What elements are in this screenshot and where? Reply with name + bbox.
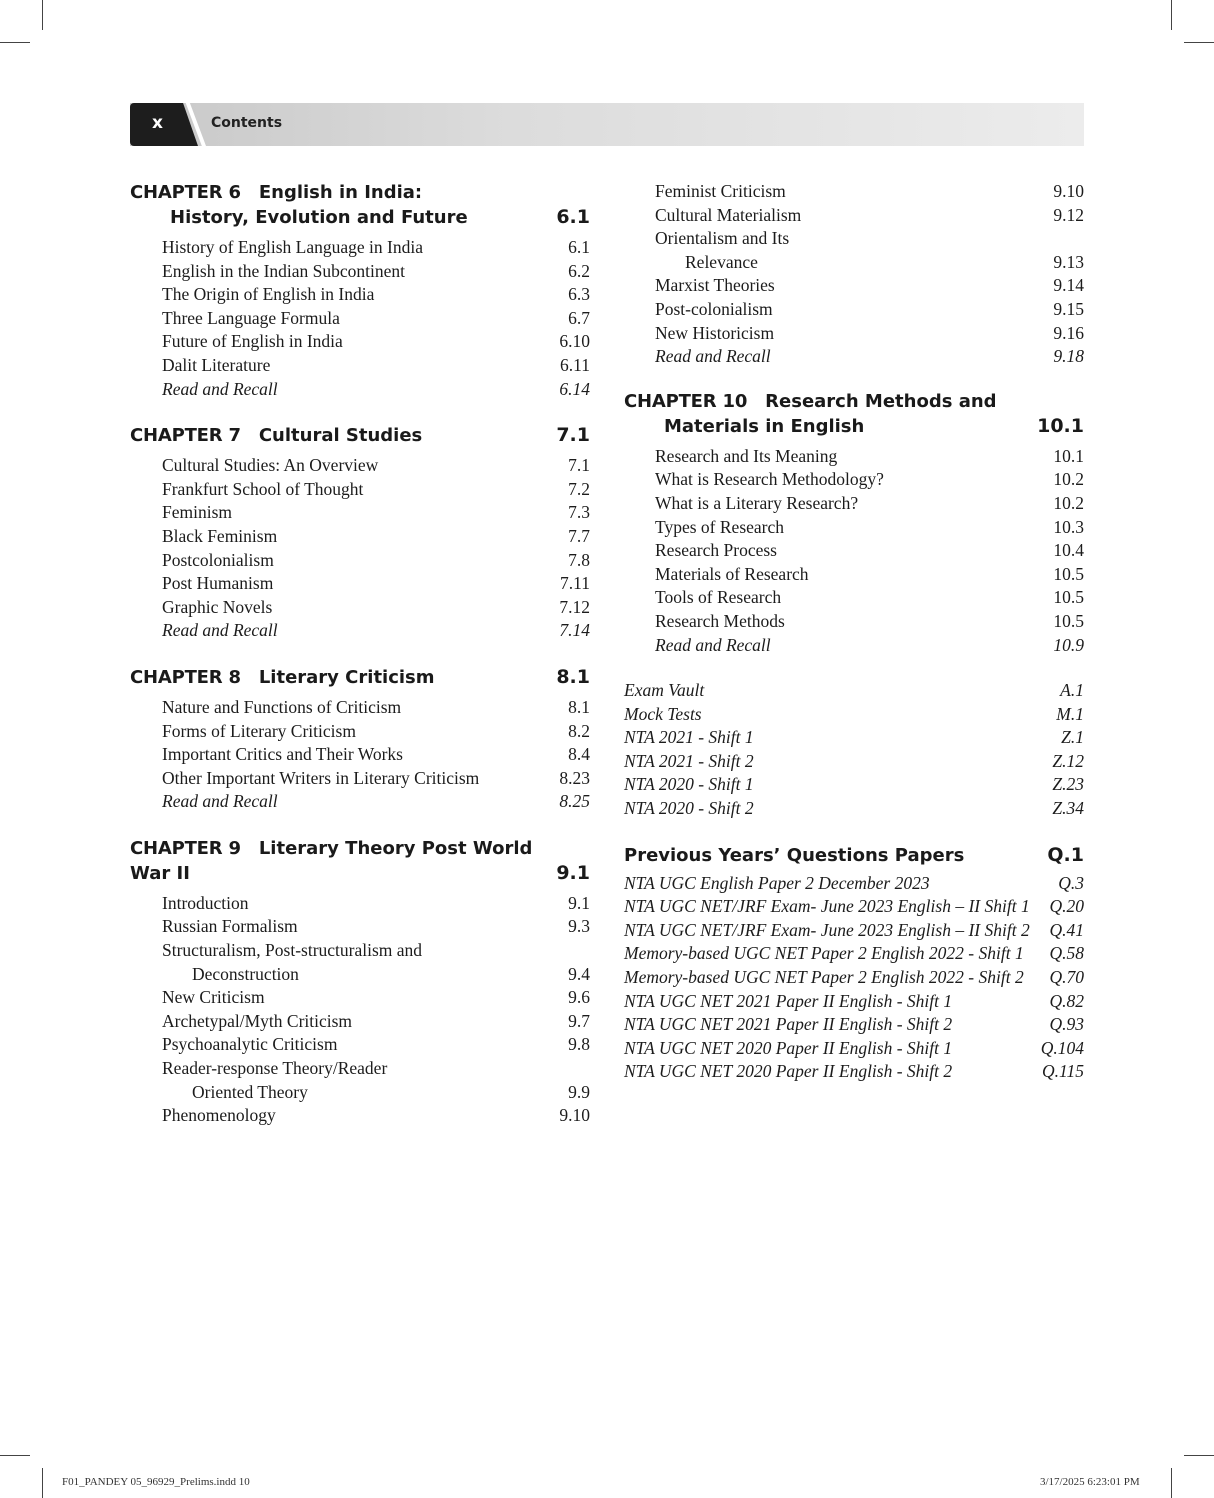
toc-entry[interactable]: Reader-response Theory/Reader Oriented Theory 9.9 bbox=[162, 1058, 590, 1102]
toc-entry[interactable]: Black Feminism 7.7 bbox=[162, 525, 590, 546]
entry-list bbox=[624, 872, 1084, 1084]
toc-entry-read-and-recall[interactable]: Read and Recall 9.18 bbox=[655, 346, 1084, 367]
toc-entry[interactable]: History of English Language in India 6.1 bbox=[162, 237, 590, 257]
toc-entry[interactable]: NTA UGC NET 2020 Paper II English - Shift 2 Q.115 bbox=[624, 1061, 1084, 1082]
toc-entry[interactable]: Archetypal/Myth Criticism 9.7 bbox=[162, 1010, 590, 1031]
toc-entry-read-and-recall[interactable]: Read and Recall 6.14 bbox=[162, 378, 590, 399]
toc-entry[interactable]: NTA UGC NET/JRF Exam- June 2023 English – II Shift 2 Q.41 bbox=[624, 919, 1084, 940]
toc-entry[interactable]: NTA 2020 - Shift 2 Z.34 bbox=[624, 798, 1084, 819]
toc-entry[interactable]: What is Research Methodology? 10.2 bbox=[655, 469, 1084, 490]
toc-entry[interactable]: Post-colonialism 9.15 bbox=[655, 298, 1084, 319]
chapter-title: Research Methods and bbox=[765, 390, 997, 412]
crop-mark bbox=[0, 42, 30, 43]
crop-mark bbox=[42, 0, 43, 30]
toc-entry[interactable]: Nature and Functions of Criticism 8.1 bbox=[162, 696, 590, 717]
toc-entry[interactable]: Important Critics and Their Works 8.4 bbox=[162, 744, 590, 765]
toc-entry[interactable]: What is a Literary Research? 10.2 bbox=[655, 492, 1084, 513]
running-header bbox=[130, 103, 1084, 146]
page-number: x bbox=[152, 113, 163, 133]
toc-entry[interactable]: NTA 2020 - Shift 1 Z.23 bbox=[624, 774, 1084, 795]
toc-entry[interactable]: Frankfurt School of Thought 7.2 bbox=[162, 478, 590, 499]
chapter-title: Literary Theory Post World War II bbox=[130, 837, 533, 884]
toc-entry[interactable]: Future of English in India 6.10 bbox=[162, 331, 590, 352]
toc-left-column bbox=[130, 180, 590, 1150]
entry-list bbox=[130, 696, 590, 814]
toc-entry[interactable]: Orientalism and Its Relevance 9.13 bbox=[655, 228, 1084, 272]
chapter-title-cont: History, Evolution and Future bbox=[170, 207, 468, 228]
chapter-heading bbox=[130, 836, 590, 886]
toc-entry[interactable]: Feminist Criticism 9.10 bbox=[655, 181, 1084, 201]
toc-entry[interactable]: NTA UGC NET 2020 Paper II English - Shift 1 Q.104 bbox=[624, 1037, 1084, 1058]
chapter-title-cont: Materials in English bbox=[664, 415, 865, 437]
toc-entry[interactable]: Dalit Literature 6.11 bbox=[162, 354, 590, 375]
toc-entry[interactable]: Marxist Theories 9.14 bbox=[655, 275, 1084, 296]
crop-mark bbox=[0, 1455, 30, 1456]
toc-entry[interactable]: Memory-based UGC NET Paper 2 English 2022 - Shift 1 Q.58 bbox=[624, 943, 1084, 964]
chapter-label: CHAPTER 7 bbox=[130, 425, 241, 447]
previous-papers-section bbox=[624, 843, 1084, 1084]
toc-entry[interactable]: Other Important Writers in Literary Criticism 8.23 bbox=[162, 767, 590, 788]
entry-list bbox=[130, 236, 590, 401]
footer-timestamp: 3/17/2025 6:23:01 PM bbox=[1040, 1476, 1140, 1488]
toc-entry[interactable]: Phenomenology 9.10 bbox=[162, 1105, 590, 1126]
chapter-label: CHAPTER 6 bbox=[130, 182, 241, 203]
chapter-8 bbox=[130, 665, 590, 814]
chapter-heading bbox=[130, 665, 590, 690]
toc-entry-read-and-recall[interactable]: Read and Recall 7.14 bbox=[162, 620, 590, 641]
chapter-heading bbox=[624, 389, 1084, 439]
chapter-7 bbox=[130, 423, 590, 643]
toc-entry[interactable]: Postcolonialism 7.8 bbox=[162, 549, 590, 570]
chapter-heading bbox=[130, 180, 590, 230]
chapter-title: Cultural Studies bbox=[258, 425, 423, 447]
chapter-page: 6.1 bbox=[556, 206, 590, 228]
chapter-page: 7.1 bbox=[556, 424, 590, 447]
toc-entry[interactable]: NTA UGC English Paper 2 December 2023 Q.3 bbox=[624, 872, 1084, 893]
section-heading: Previous Years’ Questions Papers Q.1 bbox=[624, 843, 1084, 866]
chapter-page: 8.1 bbox=[556, 665, 590, 688]
toc-entry[interactable]: Research Methods 10.5 bbox=[655, 610, 1084, 631]
chapter-label: CHAPTER 10 bbox=[624, 390, 748, 412]
toc-entry[interactable]: Introduction 9.1 bbox=[162, 892, 590, 913]
toc-entry[interactable]: Psychoanalytic Criticism 9.8 bbox=[162, 1034, 590, 1055]
chapter-9-continued bbox=[624, 180, 1084, 369]
chapter-page: 9.1 bbox=[556, 861, 590, 884]
toc-entry[interactable]: NTA 2021 - Shift 1 Z.1 bbox=[624, 727, 1084, 748]
toc-entry[interactable]: Memory-based UGC NET Paper 2 English 2022 - Shift 2 Q.70 bbox=[624, 967, 1084, 988]
toc-entry[interactable]: Types of Research 10.3 bbox=[655, 516, 1084, 537]
toc-entry[interactable]: NTA UGC NET 2021 Paper II English - Shift 2 Q.93 bbox=[624, 1014, 1084, 1035]
toc-entry[interactable]: Graphic Novels 7.12 bbox=[162, 596, 590, 617]
toc-entry-read-and-recall[interactable]: Read and Recall 10.9 bbox=[655, 634, 1084, 655]
toc-entry[interactable]: Tools of Research 10.5 bbox=[655, 587, 1084, 608]
chapter-9 bbox=[130, 836, 590, 1128]
toc-entry-read-and-recall[interactable]: Read and Recall 8.25 bbox=[162, 791, 590, 812]
toc-entry[interactable]: NTA UGC NET/JRF Exam- June 2023 English – II Shift 1 Q.20 bbox=[624, 896, 1084, 917]
section-title: Contents bbox=[211, 115, 283, 131]
toc-entry[interactable]: The Origin of English in India 6.3 bbox=[162, 284, 590, 305]
entry-list bbox=[624, 445, 1084, 657]
toc-entry-mock-tests[interactable]: Mock Tests M.1 bbox=[624, 703, 1084, 724]
toc-entry[interactable]: Russian Formalism 9.3 bbox=[162, 916, 590, 937]
toc-right-column bbox=[624, 180, 1084, 1106]
toc-entry[interactable]: NTA 2021 - Shift 2 Z.12 bbox=[624, 750, 1084, 771]
toc-entry[interactable]: Research and Its Meaning 10.1 bbox=[655, 445, 1084, 466]
toc-entry[interactable]: Cultural Studies: An Overview 7.1 bbox=[162, 455, 590, 476]
entry-list bbox=[130, 454, 590, 643]
toc-entry[interactable]: Three Language Formula 6.7 bbox=[162, 307, 590, 328]
entry-list bbox=[624, 180, 1084, 369]
entry-list bbox=[130, 892, 590, 1128]
chapter-heading bbox=[130, 423, 590, 448]
chapter-label: CHAPTER 8 bbox=[130, 666, 241, 688]
crop-mark bbox=[1171, 0, 1172, 30]
toc-entry[interactable]: Post Humanism 7.11 bbox=[162, 573, 590, 594]
footer-file-info: F01_PANDEY 05_96929_Prelims.indd 10 bbox=[62, 1476, 250, 1488]
toc-entry[interactable]: NTA UGC NET 2021 Paper II English - Shift 1 Q.82 bbox=[624, 990, 1084, 1011]
chapter-title: Literary Criticism bbox=[258, 666, 435, 688]
extras-list bbox=[624, 679, 1084, 821]
crop-mark bbox=[1184, 42, 1214, 43]
toc-entry[interactable]: Materials of Research 10.5 bbox=[655, 563, 1084, 584]
toc-entry[interactable]: English in the Indian Subcontinent 6.2 bbox=[162, 260, 590, 281]
toc-entry[interactable]: Structuralism, Post-structuralism and Deconstruction 9.4 bbox=[162, 940, 590, 984]
crop-mark bbox=[42, 1468, 43, 1498]
toc-entry[interactable]: New Criticism 9.6 bbox=[162, 987, 590, 1008]
toc-entry[interactable]: Research Process 10.4 bbox=[655, 540, 1084, 561]
chapter-label: CHAPTER 9 bbox=[130, 837, 241, 859]
chapter-page: 10.1 bbox=[1037, 414, 1084, 437]
toc-entry[interactable]: Forms of Literary Criticism 8.2 bbox=[162, 720, 590, 741]
chapter-6 bbox=[130, 180, 590, 401]
toc-entry[interactable]: Feminism 7.3 bbox=[162, 502, 590, 523]
toc-entry-exam-vault[interactable]: Exam Vault A.1 bbox=[624, 680, 1084, 701]
toc-entry[interactable]: Cultural Materialism 9.12 bbox=[655, 204, 1084, 225]
chapter-10 bbox=[624, 389, 1084, 657]
crop-mark bbox=[1171, 1468, 1172, 1498]
crop-mark bbox=[1184, 1455, 1214, 1456]
toc-entry[interactable]: New Historicism 9.16 bbox=[655, 322, 1084, 343]
chapter-title: English in India: bbox=[258, 182, 423, 203]
